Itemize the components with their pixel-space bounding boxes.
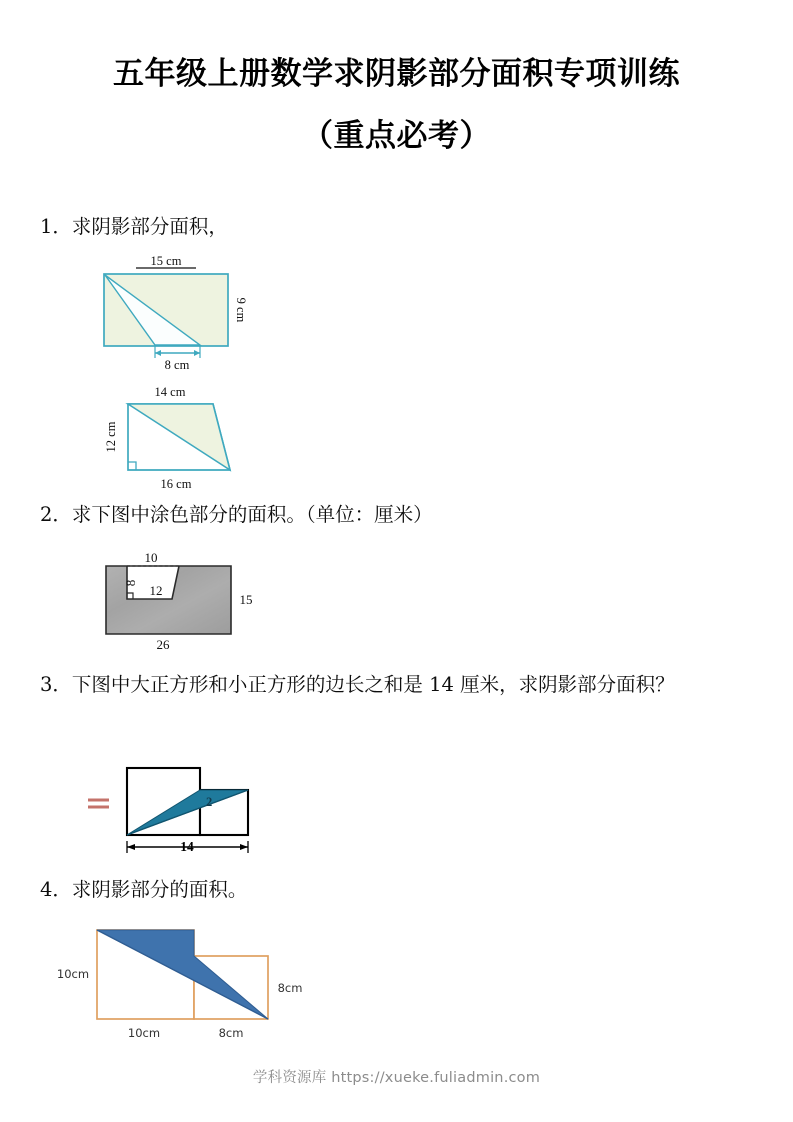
bottom-dimension-arrow — [155, 346, 200, 358]
shaded-gray-region — [106, 566, 231, 634]
label-15cm: 15 cm — [150, 254, 182, 268]
question-2-text: 2．求下图中涂色部分的面积。（单位：厘米） — [40, 503, 433, 526]
label-12cm: 12 cm — [104, 421, 118, 453]
figure-q1-rectangle — [84, 252, 304, 372]
label-rect-height-15: 15 — [239, 592, 253, 607]
label-left-height-10cm: 10cm — [56, 967, 90, 981]
label-left-width-10cm: 10cm — [127, 1026, 161, 1040]
notch-right-angle-marker — [127, 593, 133, 599]
question-3-text: 3．下图中大正方形和小正方形的边长之和是 14 厘米，求阴影部分面积？ — [40, 673, 675, 696]
question-1-text: 1．求阴影部分面积， — [40, 215, 228, 238]
label-9cm: 9 cm — [234, 297, 248, 323]
figure-q1-trapezoid — [84, 380, 284, 495]
question-4-text: 4．求阴影部分的面积。 — [40, 878, 248, 901]
label-8cm: 8 cm — [164, 358, 190, 372]
label-width-14: 14 — [180, 839, 194, 854]
title-line-1: 五年级上册数学求阴影部分面积专项训练 — [113, 56, 680, 92]
label-notch-top-10: 10 — [144, 550, 158, 565]
label-notch-bottom-12: 12 — [149, 583, 163, 598]
figure-q4-two-squares — [44, 918, 314, 1043]
page-title — [0, 52, 793, 158]
label-right-width-8cm: 8cm — [218, 1026, 244, 1040]
footer-watermark: 学科资源库 https://xueke.fuliadmin.com — [252, 1070, 541, 1086]
equals-sign-mark — [88, 800, 109, 807]
label-14cm: 14 cm — [154, 385, 186, 399]
label-16cm: 16 cm — [160, 477, 192, 491]
title-line-2: （重点必考） — [302, 118, 491, 154]
label-notch-height-8: 8 — [123, 579, 138, 587]
figure-q2-notched-rectangle — [96, 552, 286, 652]
label-inner-2: 2 — [206, 795, 213, 809]
figure-q3-two-squares — [80, 762, 290, 867]
label-right-height-8cm: 8cm — [277, 981, 303, 995]
label-rect-width-26: 26 — [156, 637, 170, 652]
